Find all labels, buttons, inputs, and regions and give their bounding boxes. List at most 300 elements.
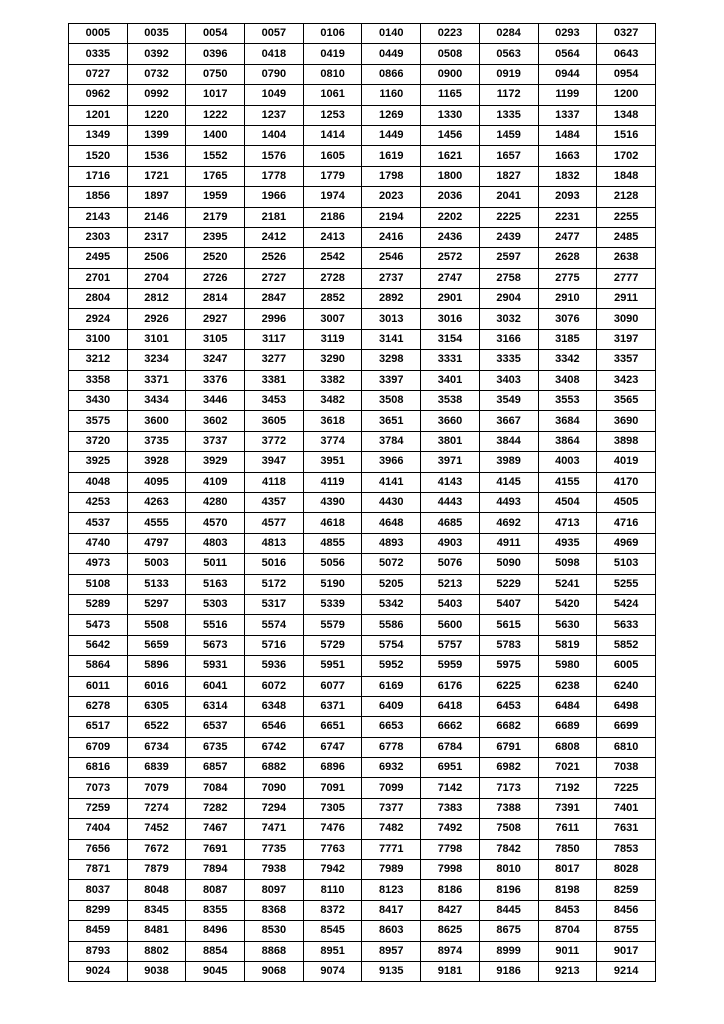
table-cell: 0564 [538, 44, 597, 64]
table-cell: 4109 [186, 472, 245, 492]
table-cell: 8974 [421, 941, 480, 961]
table-cell: 0810 [303, 64, 362, 84]
table-cell: 8198 [538, 880, 597, 900]
table-cell: 2904 [479, 289, 538, 309]
table-cell: 5016 [245, 554, 304, 574]
table-cell: 3154 [421, 329, 480, 349]
table-cell: 5574 [245, 615, 304, 635]
table-row [69, 717, 656, 737]
table-cell: 2847 [245, 289, 304, 309]
table-cell: 2416 [362, 227, 421, 247]
table-cell: 3966 [362, 452, 421, 472]
table-cell: 4797 [127, 533, 186, 553]
table-row [69, 778, 656, 798]
table-cell: 3212 [69, 350, 128, 370]
table-cell: 5615 [479, 615, 538, 635]
table-cell: 3007 [303, 309, 362, 329]
table-cell: 4263 [127, 492, 186, 512]
table-cell: 5959 [421, 656, 480, 676]
table-cell: 2395 [186, 227, 245, 247]
table-cell: 6735 [186, 737, 245, 757]
table-cell: 3737 [186, 431, 245, 451]
table-cell: 6808 [538, 737, 597, 757]
table-cell: 1848 [597, 166, 656, 186]
table-cell: 7388 [479, 798, 538, 818]
table-cell: 6409 [362, 696, 421, 716]
table-cell: 7084 [186, 778, 245, 798]
table-cell: 7938 [245, 860, 304, 880]
table-cell: 4716 [597, 513, 656, 533]
table-cell: 8110 [303, 880, 362, 900]
table-cell: 4143 [421, 472, 480, 492]
table-cell: 5424 [597, 594, 656, 614]
table-cell: 1165 [421, 85, 480, 105]
table-cell: 1702 [597, 146, 656, 166]
table-cell: 1576 [245, 146, 304, 166]
table-cell: 8802 [127, 941, 186, 961]
table-cell: 5579 [303, 615, 362, 635]
table-cell: 2924 [69, 309, 128, 329]
table-cell: 1778 [245, 166, 304, 186]
table-cell: 5951 [303, 656, 362, 676]
table-cell: 4357 [245, 492, 304, 512]
table-row [69, 880, 656, 900]
table-cell: 1220 [127, 105, 186, 125]
table-cell: 1856 [69, 187, 128, 207]
table-row [69, 44, 656, 64]
table-cell: 6011 [69, 676, 128, 696]
table-cell: 5864 [69, 656, 128, 676]
table-cell: 4973 [69, 554, 128, 574]
table-cell: 1199 [538, 85, 597, 105]
table-cell: 5420 [538, 594, 597, 614]
table-cell: 6517 [69, 717, 128, 737]
table-cell: 5342 [362, 594, 421, 614]
table-cell: 3690 [597, 411, 656, 431]
table-cell: 7850 [538, 839, 597, 859]
table-row [69, 411, 656, 431]
table-cell: 4443 [421, 492, 480, 512]
table-cell: 3342 [538, 350, 597, 370]
table-cell: 7853 [597, 839, 656, 859]
table-cell: 8999 [479, 941, 538, 961]
table-cell: 4145 [479, 472, 538, 492]
table-cell: 2485 [597, 227, 656, 247]
table-cell: 0054 [186, 24, 245, 44]
table-cell: 5508 [127, 615, 186, 635]
table-cell: 2892 [362, 289, 421, 309]
table-cell: 3600 [127, 411, 186, 431]
table-row [69, 24, 656, 44]
table-cell: 2179 [186, 207, 245, 227]
table-cell: 7274 [127, 798, 186, 818]
table-cell: 6982 [479, 758, 538, 778]
table-cell: 3508 [362, 391, 421, 411]
table-cell: 5003 [127, 554, 186, 574]
table-cell: 6791 [479, 737, 538, 757]
table-cell: 1061 [303, 85, 362, 105]
table-cell: 2804 [69, 289, 128, 309]
table-cell: 1449 [362, 125, 421, 145]
table-cell: 0563 [479, 44, 538, 64]
table-cell: 5716 [245, 635, 304, 655]
table-cell: 6689 [538, 717, 597, 737]
table-cell: 3376 [186, 370, 245, 390]
table-cell: 3864 [538, 431, 597, 451]
table-cell: 1400 [186, 125, 245, 145]
table-cell: 6839 [127, 758, 186, 778]
table-row [69, 574, 656, 594]
table-cell: 7763 [303, 839, 362, 859]
table-cell: 2728 [303, 268, 362, 288]
table-cell: 2814 [186, 289, 245, 309]
table-cell: 5255 [597, 574, 656, 594]
table-cell: 4280 [186, 492, 245, 512]
table-cell: 1974 [303, 187, 362, 207]
table-cell: 3801 [421, 431, 480, 451]
table-cell: 2255 [597, 207, 656, 227]
table-cell: 2758 [479, 268, 538, 288]
table-cell: 2726 [186, 268, 245, 288]
table-cell: 9011 [538, 941, 597, 961]
table-cell: 0944 [538, 64, 597, 84]
table-cell: 3684 [538, 411, 597, 431]
table-cell: 4969 [597, 533, 656, 553]
table-cell: 1348 [597, 105, 656, 125]
table-cell: 5642 [69, 635, 128, 655]
table-cell: 2910 [538, 289, 597, 309]
table-row [69, 921, 656, 941]
table-cell: 8299 [69, 900, 128, 920]
table-cell: 9074 [303, 961, 362, 981]
table-cell: 3774 [303, 431, 362, 451]
table-cell: 6784 [421, 737, 480, 757]
table-cell: 3565 [597, 391, 656, 411]
table-cell: 5098 [538, 554, 597, 574]
table-row [69, 309, 656, 329]
table-cell: 7467 [186, 819, 245, 839]
table-cell: 7401 [597, 798, 656, 818]
table-cell: 3016 [421, 309, 480, 329]
table-cell: 8603 [362, 921, 421, 941]
table-cell: 1779 [303, 166, 362, 186]
table-cell: 2901 [421, 289, 480, 309]
table-row [69, 268, 656, 288]
table-cell: 3298 [362, 350, 421, 370]
table-cell: 1716 [69, 166, 128, 186]
table-cell: 7173 [479, 778, 538, 798]
table-cell: 2093 [538, 187, 597, 207]
table-cell: 6484 [538, 696, 597, 716]
table-cell: 8453 [538, 900, 597, 920]
table-cell: 5108 [69, 574, 128, 594]
table-row [69, 860, 656, 880]
table-cell: 6225 [479, 676, 538, 696]
table-cell: 8345 [127, 900, 186, 920]
table-row [69, 513, 656, 533]
table-cell: 1484 [538, 125, 597, 145]
table-cell: 1459 [479, 125, 538, 145]
table-cell: 8704 [538, 921, 597, 941]
table-cell: 3234 [127, 350, 186, 370]
table-cell: 5172 [245, 574, 304, 594]
table-cell: 6278 [69, 696, 128, 716]
table-cell: 3446 [186, 391, 245, 411]
table-cell: 1253 [303, 105, 362, 125]
table-cell: 2231 [538, 207, 597, 227]
table-row [69, 635, 656, 655]
table-cell: 2520 [186, 248, 245, 268]
table-cell: 5896 [127, 656, 186, 676]
table-cell: 0005 [69, 24, 128, 44]
table-cell: 0732 [127, 64, 186, 84]
table-cell: 0900 [421, 64, 480, 84]
table-row [69, 798, 656, 818]
table-cell: 7611 [538, 819, 597, 839]
table-cell: 5163 [186, 574, 245, 594]
table-cell: 7259 [69, 798, 128, 818]
table-cell: 3013 [362, 309, 421, 329]
table-cell: 8459 [69, 921, 128, 941]
table-cell: 6314 [186, 696, 245, 716]
table-cell: 9024 [69, 961, 128, 981]
table-cell: 0790 [245, 64, 304, 84]
table-cell: 1765 [186, 166, 245, 186]
table-cell: 7079 [127, 778, 186, 798]
table-cell: 5133 [127, 574, 186, 594]
table-cell: 0335 [69, 44, 128, 64]
table-cell: 8048 [127, 880, 186, 900]
table-cell: 5673 [186, 635, 245, 655]
table-cell: 8675 [479, 921, 538, 941]
table-cell: 3430 [69, 391, 128, 411]
table-cell: 5205 [362, 574, 421, 594]
table-row [69, 350, 656, 370]
table-cell: 4003 [538, 452, 597, 472]
table-cell: 6077 [303, 676, 362, 696]
table-cell: 6778 [362, 737, 421, 757]
table-cell: 4048 [69, 472, 128, 492]
table-cell: 5303 [186, 594, 245, 614]
table-cell: 1520 [69, 146, 128, 166]
table-cell: 8625 [421, 921, 480, 941]
table-cell: 5630 [538, 615, 597, 635]
table-cell: 4493 [479, 492, 538, 512]
table-cell: 0418 [245, 44, 304, 64]
table-cell: 4618 [303, 513, 362, 533]
table-cell: 6418 [421, 696, 480, 716]
table-cell: 4555 [127, 513, 186, 533]
table-cell: 2542 [303, 248, 362, 268]
table-cell: 7989 [362, 860, 421, 880]
table-cell: 3434 [127, 391, 186, 411]
table-cell: 4935 [538, 533, 597, 553]
table-cell: 7871 [69, 860, 128, 880]
table-cell: 0106 [303, 24, 362, 44]
table-cell: 5103 [597, 554, 656, 574]
table-cell: 7798 [421, 839, 480, 859]
table-cell: 6041 [186, 676, 245, 696]
table-cell: 8186 [421, 880, 480, 900]
table-row [69, 758, 656, 778]
table-cell: 0954 [597, 64, 656, 84]
table-cell: 7942 [303, 860, 362, 880]
table-cell: 2186 [303, 207, 362, 227]
table-cell: 2041 [479, 187, 538, 207]
table-row [69, 492, 656, 512]
table-cell: 5289 [69, 594, 128, 614]
table-row [69, 533, 656, 553]
table-cell: 6016 [127, 676, 186, 696]
table-row [69, 431, 656, 451]
table-cell: 9038 [127, 961, 186, 981]
table-cell: 7894 [186, 860, 245, 880]
table-row [69, 248, 656, 268]
table-cell: 3602 [186, 411, 245, 431]
table-cell: 2477 [538, 227, 597, 247]
table-cell: 6537 [186, 717, 245, 737]
table-cell: 3358 [69, 370, 128, 390]
table-cell: 3898 [597, 431, 656, 451]
table-cell: 1605 [303, 146, 362, 166]
table-cell: 2775 [538, 268, 597, 288]
table-row [69, 329, 656, 349]
table-cell: 8097 [245, 880, 304, 900]
table-row [69, 105, 656, 125]
table-cell: 3735 [127, 431, 186, 451]
table-cell: 3618 [303, 411, 362, 431]
table-cell: 8368 [245, 900, 304, 920]
table-cell: 8017 [538, 860, 597, 880]
table-cell: 2597 [479, 248, 538, 268]
table-cell: 1404 [245, 125, 304, 145]
table-cell: 0035 [127, 24, 186, 44]
table-cell: 2701 [69, 268, 128, 288]
table-cell: 1552 [186, 146, 245, 166]
table-cell: 3453 [245, 391, 304, 411]
table-row [69, 207, 656, 227]
table-cell: 3925 [69, 452, 128, 472]
table-cell: 8868 [245, 941, 304, 961]
table-cell: 5931 [186, 656, 245, 676]
table-cell: 4155 [538, 472, 597, 492]
table-cell: 5213 [421, 574, 480, 594]
table-cell: 8028 [597, 860, 656, 880]
table-cell: 3101 [127, 329, 186, 349]
table-cell: 6240 [597, 676, 656, 696]
table-cell: 1516 [597, 125, 656, 145]
table-cell: 9181 [421, 961, 480, 981]
table-cell: 2638 [597, 248, 656, 268]
table-cell: 4893 [362, 533, 421, 553]
table-cell: 8196 [479, 880, 538, 900]
table-cell: 3784 [362, 431, 421, 451]
table-cell: 1222 [186, 105, 245, 125]
table-cell: 3185 [538, 329, 597, 349]
table-cell: 4119 [303, 472, 362, 492]
table-cell: 1657 [479, 146, 538, 166]
table-cell: 4803 [186, 533, 245, 553]
table-cell: 0866 [362, 64, 421, 84]
table-cell: 2412 [245, 227, 304, 247]
table-row [69, 472, 656, 492]
table-cell: 6709 [69, 737, 128, 757]
table-row [69, 594, 656, 614]
table-cell: 8957 [362, 941, 421, 961]
table-cell: 6882 [245, 758, 304, 778]
table-cell: 8481 [127, 921, 186, 941]
table-cell: 5783 [479, 635, 538, 655]
table-cell: 6176 [421, 676, 480, 696]
table-cell: 5516 [186, 615, 245, 635]
table-cell: 5011 [186, 554, 245, 574]
table-row [69, 166, 656, 186]
table-cell: 2506 [127, 248, 186, 268]
table-row [69, 615, 656, 635]
table-row [69, 452, 656, 472]
table-cell: 6734 [127, 737, 186, 757]
table-cell: 2996 [245, 309, 304, 329]
table-cell: 4685 [421, 513, 480, 533]
table-cell: 7452 [127, 819, 186, 839]
table-row [69, 676, 656, 696]
table-cell: 6662 [421, 717, 480, 737]
table-cell: 5339 [303, 594, 362, 614]
table-cell: 4570 [186, 513, 245, 533]
table-cell: 5090 [479, 554, 538, 574]
table-cell: 5317 [245, 594, 304, 614]
table-cell: 7021 [538, 758, 597, 778]
table-cell: 5586 [362, 615, 421, 635]
table-row [69, 227, 656, 247]
table-cell: 0223 [421, 24, 480, 44]
table-cell: 1237 [245, 105, 304, 125]
table-cell: 9186 [479, 961, 538, 981]
table-cell: 3166 [479, 329, 538, 349]
table-cell: 8530 [245, 921, 304, 941]
table-cell: 3119 [303, 329, 362, 349]
table-row [69, 941, 656, 961]
table-cell: 2128 [597, 187, 656, 207]
table-row [69, 187, 656, 207]
table-row [69, 289, 656, 309]
table-cell: 5936 [245, 656, 304, 676]
table-cell: 1200 [597, 85, 656, 105]
table-cell: 1049 [245, 85, 304, 105]
table-cell: 5600 [421, 615, 480, 635]
table-cell: 4577 [245, 513, 304, 533]
table-cell: 9068 [245, 961, 304, 981]
table-cell: 0992 [127, 85, 186, 105]
table-cell: 1827 [479, 166, 538, 186]
table-cell: 2572 [421, 248, 480, 268]
table-cell: 1414 [303, 125, 362, 145]
table-cell: 5852 [597, 635, 656, 655]
table-cell: 0293 [538, 24, 597, 44]
table-cell: 5190 [303, 574, 362, 594]
table-cell: 4118 [245, 472, 304, 492]
table-cell: 0327 [597, 24, 656, 44]
table-cell: 2737 [362, 268, 421, 288]
table-cell: 3844 [479, 431, 538, 451]
table-cell: 9214 [597, 961, 656, 981]
table-cell: 4903 [421, 533, 480, 553]
table-cell: 5659 [127, 635, 186, 655]
table-cell: 8456 [597, 900, 656, 920]
table-cell: 3553 [538, 391, 597, 411]
table-cell: 3482 [303, 391, 362, 411]
table-cell: 7192 [538, 778, 597, 798]
